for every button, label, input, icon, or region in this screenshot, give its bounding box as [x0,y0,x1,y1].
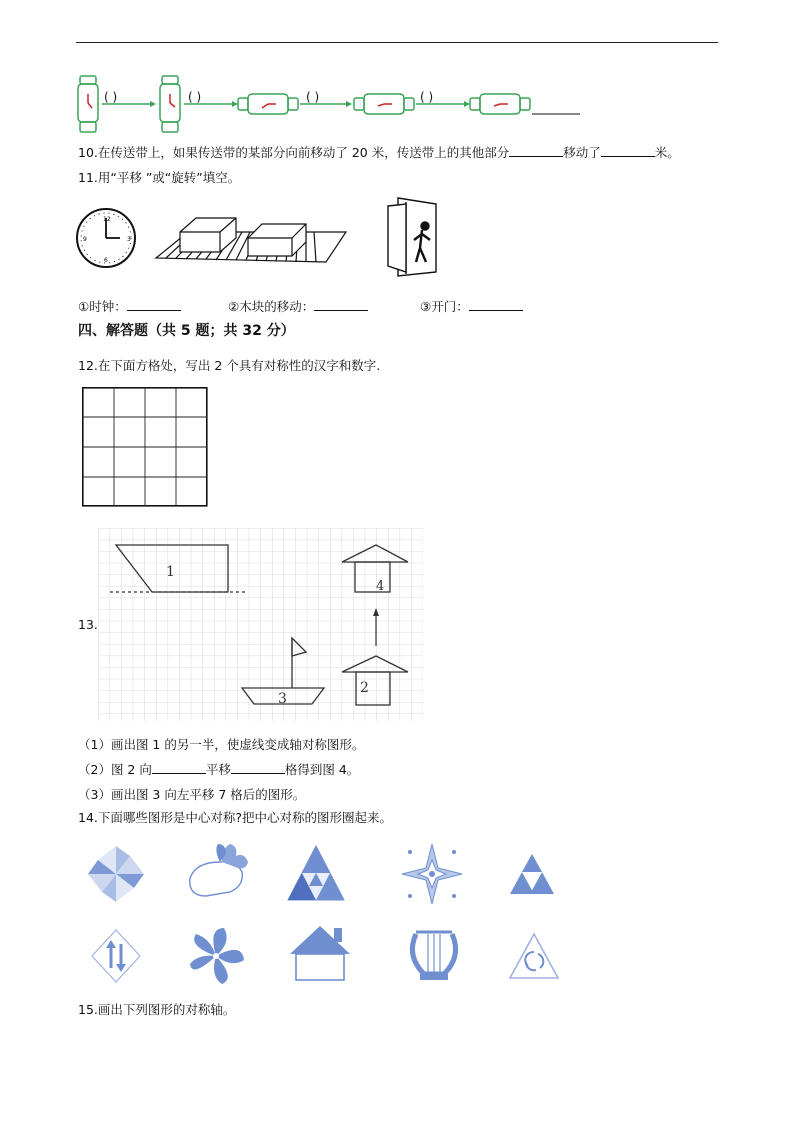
arrows-diamond-icon[interactable] [92,930,140,982]
q11-pictures [76,196,456,280]
item-label: ②木块的移动： [228,299,315,314]
answer-blank[interactable] [509,144,563,157]
clock-icon [77,209,135,267]
item-label: ①时钟： [78,299,127,314]
radish-icon[interactable] [190,844,248,896]
q10-text: 10.在传送带上，如果传送带的某部分向前移动了 20 米，传送带上的其他部分 [78,145,510,160]
answer-blank[interactable] [469,298,523,311]
header-rule [76,42,718,43]
q13-text: 格得到图 4。 [284,762,360,777]
figure-label: 4 [376,579,385,594]
house-icon[interactable] [290,926,350,980]
answer-paren: ( ) [104,90,118,104]
q11-item-2 [228,297,368,315]
watch-icon [470,94,530,114]
q11-stem: 11.用“平移 ”或“旋转”填空。 [78,170,241,185]
answer-paren: ( ) [306,90,320,104]
answer-blank[interactable] [314,298,368,311]
answer-blank[interactable] [231,761,285,774]
compass-star-icon[interactable] [402,844,462,904]
q13-text: （2）图 2 向 [78,762,152,777]
q10-text: 移动了 [563,145,601,160]
watch-icon [354,94,414,114]
q15-stem: 15.画出下列图形的对称轴。 [78,1002,236,1017]
q13-text: 平移 [205,762,231,777]
figure-label: 2 [360,680,369,696]
answer-blank[interactable] [152,761,206,774]
lyre-icon[interactable] [412,932,455,980]
bauhinia-icon[interactable] [190,928,244,984]
answer-blank[interactable] [601,144,655,157]
q12-stem: 12.在下面方格处，写出 2 个具有对称性的汉字和数字. [78,358,381,373]
svg-text:6: 6 [104,257,108,264]
watch-icon [160,76,180,132]
door-person-icon [388,198,436,276]
writing-grid[interactable] [82,387,210,507]
q10-text: 米。 [654,145,680,160]
section-title: 四、解答题（共 5 题；共 32 分） [78,323,295,339]
triangle-pattern-icon[interactable] [288,846,344,900]
answer-paren: ( ) [188,90,202,104]
figure-label: 3 [278,691,287,707]
triforce-icon[interactable] [510,854,554,894]
watch-sequence [74,74,594,136]
q13-grid-figure [98,528,423,721]
q14-stem: 14.下面哪些图形是中心对称?把中心对称的图形圈起来。 [78,810,393,825]
recycle-triangle-icon[interactable] [510,934,558,978]
svg-text:9: 9 [83,236,87,243]
answer-blank[interactable] [127,298,181,311]
svg-text:12: 12 [103,216,111,223]
item-label: ③开门： [420,299,469,314]
q13-sub3: （3）画出图 3 向左平移 7 格后的图形。 [78,787,306,802]
figure-label: 1 [166,564,175,580]
answer-paren: ( ) [420,90,434,104]
conveyor-blocks-icon [156,218,346,262]
pinwheel-icon[interactable] [88,846,144,902]
q13-sub2 [78,760,359,778]
q13-number: 13. [78,617,98,632]
watch-icon [238,94,298,114]
q11-item-1 [78,297,181,315]
svg-text:3: 3 [127,236,131,243]
q11-item-3 [420,297,523,315]
watch-icon [78,76,98,132]
q14-shapes [80,838,570,986]
q10-line [78,143,680,161]
q13-sub1: （1）画出图 1 的另一半，使虚线变成轴对称图形。 [78,737,365,752]
